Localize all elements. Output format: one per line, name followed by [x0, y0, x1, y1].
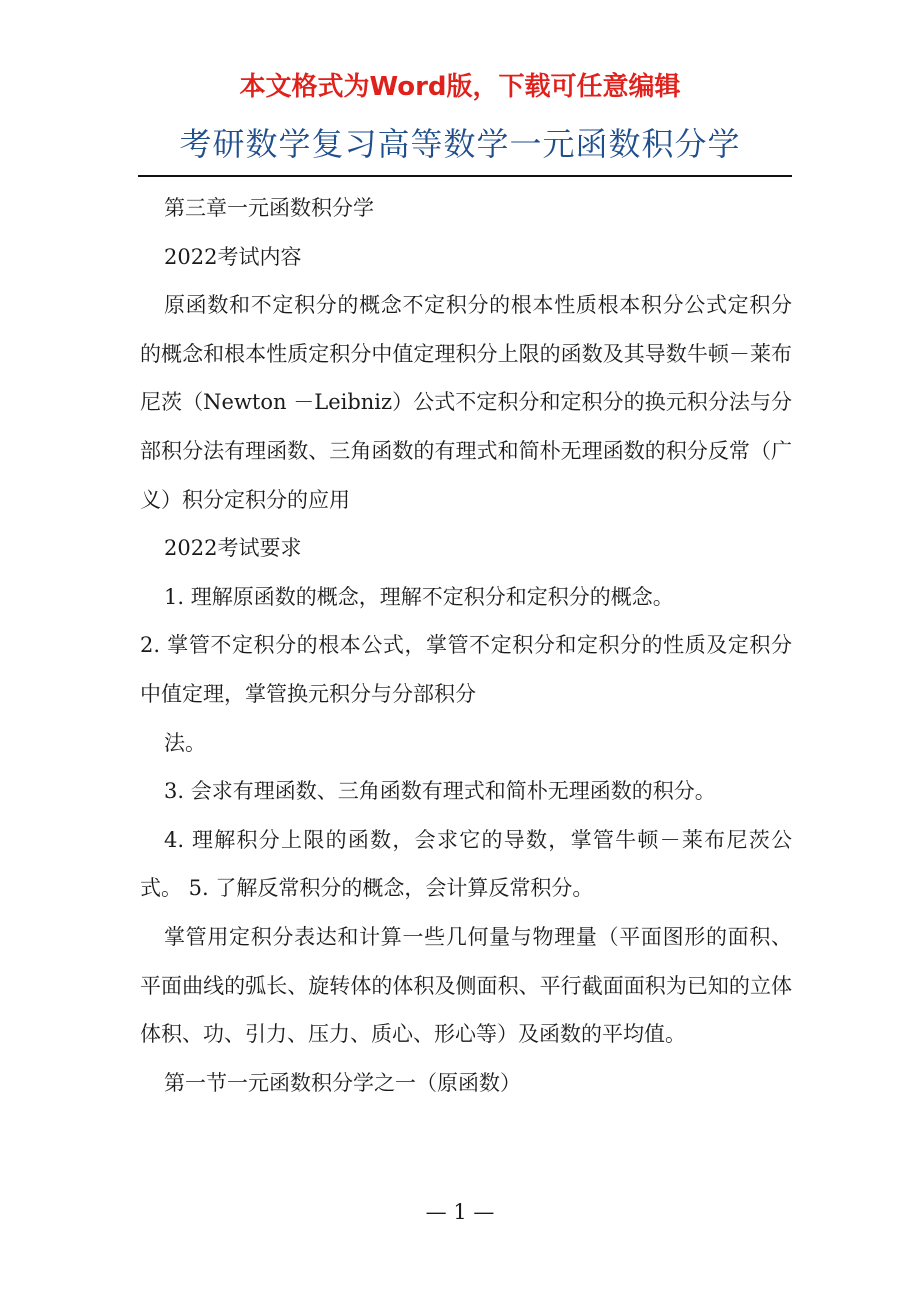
- page-number: — 1 —: [425, 1200, 495, 1224]
- section-heading: 第一节一元函数积分学之一（原函数）: [164, 1070, 521, 1095]
- requirement-6: 掌管用定积分表达和计算一些几何量与物理量（平面图形的面积、平面曲线的弧长、旋转体的体积及侧面积、平行截面面积为已知的立体体积、功、引力、压力、质心、形心等）及函数的平均值。: [140, 924, 792, 1047]
- requirement-2-continuation: 法。: [164, 730, 206, 755]
- exam-content-paragraph: 原函数和不定积分的概念不定积分的根本性质根本积分公式定积分的概念和根本性质定积分中值定理积分上限的函数及其导数牛顿－莱布尼茨（Newton －Leibniz）公式不定积分和定积分的换元积分法与分部积分法有理函数、三角函数的有理式和简朴无理函数的积分反常（广义）积分定积分的应用: [140, 293, 792, 512]
- chapter-heading: 第三章一元函数积分学: [164, 196, 374, 220]
- document-body: [140, 184, 792, 1107]
- requirement-1: 1. 理解原函数的概念，理解不定积分和定积分的概念。: [164, 584, 674, 609]
- requirement-4-5: 4. 理解积分上限的函数，会求它的导数，掌管牛顿－莱布尼茨公式。 5. 了解反常积分的概念，会计算反常积分。: [140, 827, 792, 901]
- document-title: 考研数学复习高等数学一元函数积分学: [179, 125, 741, 163]
- exam-content-heading: 2022考试内容: [164, 244, 302, 269]
- exam-requirements-heading: 2022考试要求: [164, 536, 302, 561]
- format-notice: 本文格式为Word版，下载可任意编辑: [239, 72, 681, 102]
- requirement-2: 2. 掌管不定积分的根本公式，掌管不定积分和定积分的性质及定积分中值定理，掌管换元积分与分部积分: [140, 633, 792, 706]
- requirement-3: 3. 会求有理函数、三角函数有理式和简朴无理函数的积分。: [164, 779, 716, 804]
- title-divider: [138, 175, 792, 177]
